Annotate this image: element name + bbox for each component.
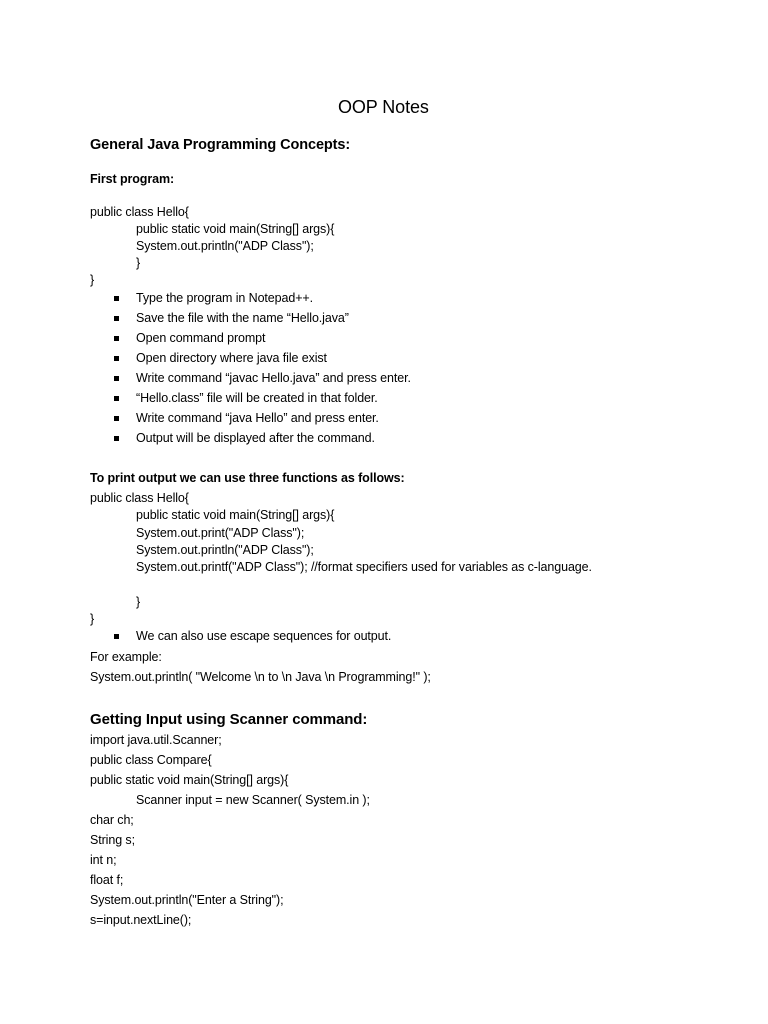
- list-item: Type the program in Notepad++.: [136, 291, 313, 305]
- code-line: public static void main(String[] args){: [136, 508, 335, 522]
- code-line: public class Hello{: [90, 491, 189, 505]
- bullet-marker: [114, 356, 119, 361]
- code-line: System.out.println("Enter a String");: [90, 893, 284, 907]
- code-line: System.out.printf("ADP Class"); //format specifiers used for variables as c-language.: [136, 560, 592, 574]
- code-line: System.out.println("ADP Class");: [136, 543, 314, 557]
- code-line: public class Compare{: [90, 753, 212, 767]
- code-line: }: [90, 273, 95, 287]
- bullet-marker: [114, 316, 119, 321]
- list-item: Write command “javac Hello.java” and press enter.: [136, 371, 411, 385]
- code-line: int n;: [90, 853, 117, 867]
- list-item: Open command prompt: [136, 331, 266, 345]
- code-line: public static void main(String[] args){: [136, 222, 335, 236]
- bullet-marker: [114, 416, 119, 421]
- subheading-print-output: To print output we can use three functions as follows:: [90, 471, 405, 485]
- code-line: }: [136, 256, 141, 270]
- list-item: Open directory where java file exist: [136, 351, 327, 365]
- bullet-marker: [114, 436, 119, 441]
- code-line: public static void main(String[] args){: [90, 773, 289, 787]
- bullet-marker: [114, 336, 119, 341]
- code-line: System.out.print("ADP Class");: [136, 526, 305, 540]
- bullet-marker: [114, 396, 119, 401]
- subheading-first-program: First program:: [90, 172, 175, 186]
- code-line: char ch;: [90, 813, 134, 827]
- section-heading-general-java: General Java Programming Concepts:: [90, 137, 351, 153]
- code-line: Scanner input = new Scanner( System.in );: [136, 793, 370, 807]
- code-line: public class Hello{: [90, 205, 189, 219]
- example-label: For example:: [90, 650, 162, 664]
- list-item: We can also use escape sequences for output.: [136, 629, 392, 643]
- code-line: import java.util.Scanner;: [90, 733, 222, 747]
- code-line: }: [136, 595, 141, 609]
- code-line: float f;: [90, 873, 124, 887]
- list-item: Write command “java Hello” and press enter.: [136, 411, 379, 425]
- code-line: System.out.println( "Welcome \n to \n Java \n Programming!" );: [90, 670, 431, 684]
- code-line: String s;: [90, 833, 135, 847]
- code-line: s=input.nextLine();: [90, 913, 192, 927]
- code-line: System.out.println("ADP Class");: [136, 239, 314, 253]
- bullet-marker: [114, 634, 119, 639]
- list-item: Output will be displayed after the command.: [136, 431, 375, 445]
- bullet-marker: [114, 376, 119, 381]
- bullet-marker: [114, 296, 119, 301]
- list-item: “Hello.class” file will be created in that folder.: [136, 391, 378, 405]
- page-title: OOP Notes: [338, 97, 429, 117]
- code-line: }: [90, 612, 95, 626]
- section-heading-scanner: Getting Input using Scanner command:: [90, 711, 368, 728]
- list-item: Save the file with the name “Hello.java”: [136, 311, 349, 325]
